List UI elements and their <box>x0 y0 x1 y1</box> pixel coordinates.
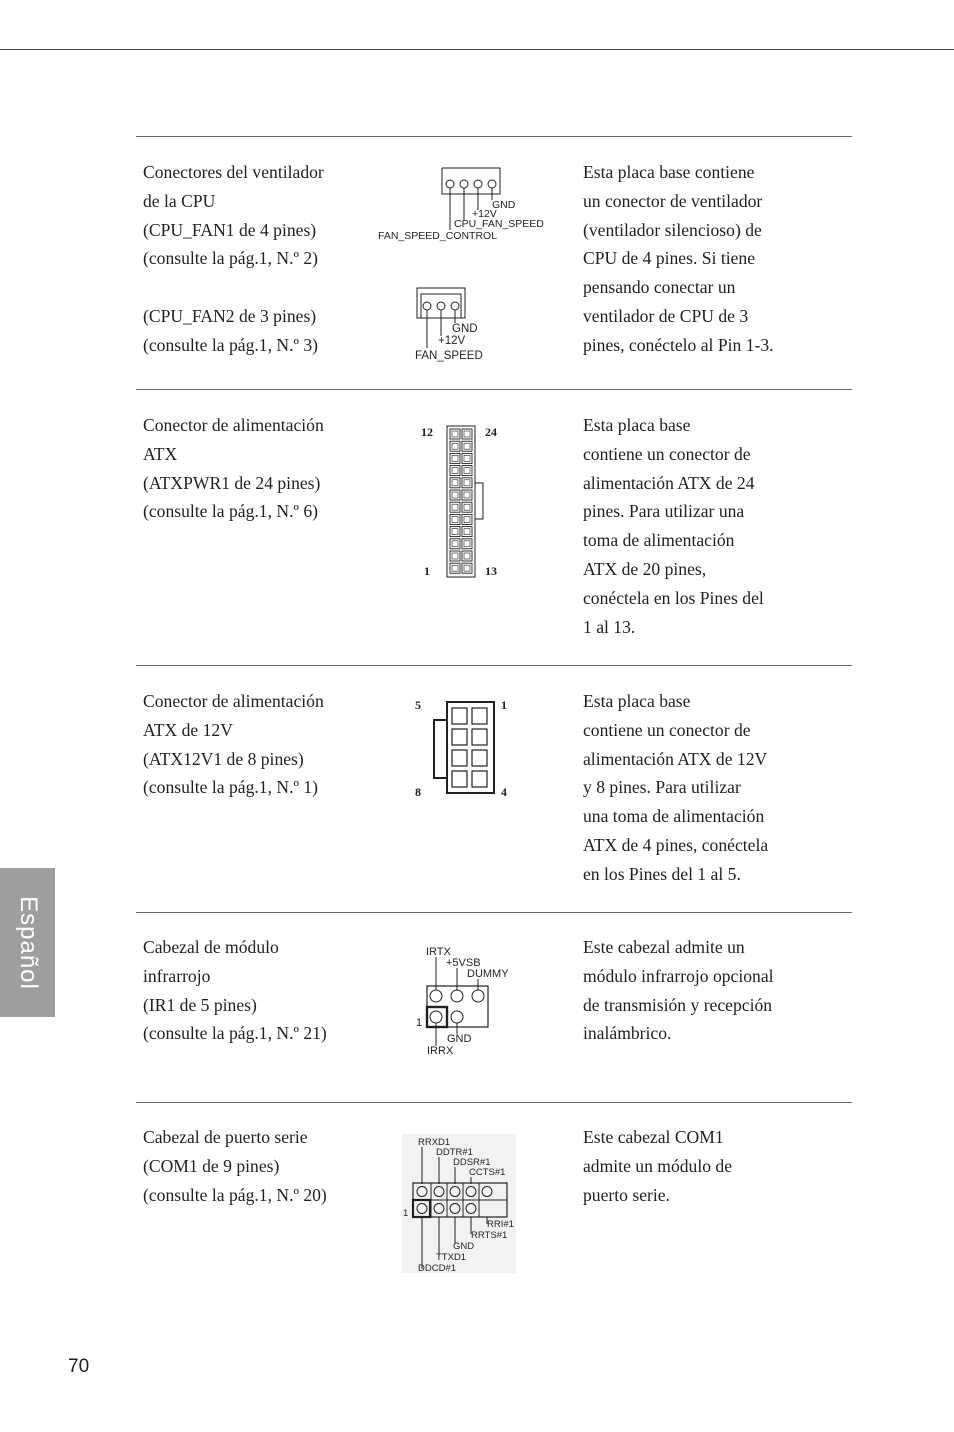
text-line: Este cabezal admite un <box>583 937 745 957</box>
atx24-notes <box>583 411 823 641</box>
connector-pin <box>464 480 470 486</box>
text-line: (ATXPWR1 de 24 pines) <box>143 472 321 493</box>
connector-pin <box>464 431 470 437</box>
connector-pin <box>472 708 487 724</box>
connector-pin <box>464 455 470 461</box>
text-line: de transmisión y recepción <box>583 994 773 1015</box>
cpu-fan2-diagram <box>412 286 512 366</box>
connector-pin <box>464 516 470 522</box>
text-line: admite un módulo de <box>583 1155 733 1176</box>
connector-pin <box>462 478 472 488</box>
ccts1-label: CCTS#1 <box>469 1167 506 1178</box>
cpu-fan1-diagram <box>376 164 546 244</box>
ddsr1-label: DDSR#1 <box>453 1157 491 1168</box>
text-line: Conector de alimentación <box>143 415 324 435</box>
connector-pin <box>462 466 472 476</box>
text-line: (CPU_FAN2 de 3 pines) <box>143 305 317 326</box>
text-line: puerto serie. <box>583 1184 670 1205</box>
connector-pin <box>452 443 458 449</box>
text-line: toma de alimentación <box>583 530 735 551</box>
text-line: Esta placa base <box>583 415 691 435</box>
connector-pin <box>452 480 458 486</box>
connector-pin <box>452 468 458 474</box>
text-line: Esta placa base contiene <box>583 162 755 182</box>
text-line: (ventilador silencioso) de <box>583 219 762 240</box>
text-line: (COM1 de 9 pines) <box>143 1155 280 1176</box>
pin13-label: 13 <box>485 564 497 578</box>
connector-pin <box>464 565 470 571</box>
ir-diagram <box>412 942 522 1062</box>
atx12v-description <box>143 687 373 802</box>
gnd-label: GND <box>492 199 516 211</box>
text-line: inalámbrico. <box>583 1023 672 1044</box>
rrts1-label: RRTS#1 <box>471 1230 508 1241</box>
fan-speed-control-label: FAN_SPEED_CONTROL <box>378 230 498 242</box>
pin8-label: 8 <box>415 785 421 799</box>
text-line: ATX <box>143 443 178 464</box>
atx24-description <box>143 411 373 526</box>
connector-pin <box>452 455 458 461</box>
text-line: alimentación ATX de 12V <box>583 748 768 769</box>
text-line: un conector de ventilador <box>583 190 763 211</box>
pin1-label: 1 <box>424 564 430 578</box>
cpu-fan-notes <box>583 158 823 360</box>
text-line: 1 al 13. <box>583 616 636 637</box>
text-line: (consulte la pág.1, N.º 3) <box>143 334 318 355</box>
text-line: (CPU_FAN1 de 4 pines) <box>143 219 317 240</box>
pin1-label: 1 <box>501 698 507 712</box>
connector-pin <box>452 750 467 766</box>
pin12-label: 12 <box>421 425 433 439</box>
pin1-label: 1 <box>416 1017 423 1029</box>
ir-notes <box>583 933 823 1048</box>
text-line: ATX de 12V <box>143 719 233 740</box>
pin4-label: 4 <box>501 785 507 799</box>
connector-pin <box>464 553 470 559</box>
ir-description <box>143 933 373 1048</box>
com-notes <box>583 1123 823 1209</box>
rrxd1-label: RRXD1 <box>418 1137 451 1148</box>
connector-pin <box>452 431 458 437</box>
text-line: ATX de 4 pines, conéctela <box>583 834 769 855</box>
connector-pin <box>462 539 472 549</box>
connector-pin <box>450 551 460 561</box>
com-description <box>143 1123 373 1209</box>
text-line: Este cabezal COM1 <box>583 1127 724 1147</box>
connector-pin <box>452 729 467 745</box>
connector-pin <box>462 502 472 512</box>
section-divider <box>136 912 852 913</box>
v12-label: +12V <box>438 335 466 347</box>
connector-pin <box>450 441 460 451</box>
connector-pin <box>462 490 472 500</box>
text-line: Esta placa base <box>583 691 691 711</box>
connector-pin <box>450 527 460 537</box>
v5sb-label: +5VSB <box>446 957 481 969</box>
text-line: (consulte la pág.1, N.º 6) <box>143 501 318 522</box>
atx12v-notes <box>583 687 823 889</box>
pin5-label: 5 <box>415 698 421 712</box>
connector-pin <box>462 514 472 524</box>
v12-label: +12V <box>472 208 497 220</box>
text-line: y 8 pines. Para utilizar <box>583 777 741 798</box>
ddcd1-label: DDCD#1 <box>418 1263 457 1274</box>
connector-pin <box>472 771 487 787</box>
connector-pin <box>464 504 470 510</box>
gnd-label: GND <box>447 1033 472 1045</box>
connector-pin <box>462 453 472 463</box>
page-number: 70 <box>68 1356 90 1377</box>
text-line: Conector de alimentación <box>143 691 324 711</box>
connector-pin <box>452 529 458 535</box>
language-label: Español <box>14 895 42 990</box>
connector-pin <box>450 514 460 524</box>
text-line: (consulte la pág.1, N.º 2) <box>143 248 318 269</box>
text-line: infrarrojo <box>143 965 211 986</box>
text-line: (consulte la pág.1, N.º 21) <box>143 1023 327 1044</box>
gnd-label: GND <box>453 1241 475 1252</box>
text-line: pensando conectar un <box>583 277 736 298</box>
header-rule <box>0 49 954 50</box>
connector-pin <box>464 541 470 547</box>
text-line: en los Pines del 1 al 5. <box>583 863 741 884</box>
text-line: ATX de 20 pines, <box>583 558 707 579</box>
pin24-label: 24 <box>485 425 497 439</box>
text-line: de la CPU <box>143 190 216 211</box>
connector-pin <box>450 539 460 549</box>
section-divider <box>136 389 852 390</box>
cpu-fan-description <box>143 158 373 360</box>
text-line: conéctela en los Pines del <box>583 587 764 608</box>
text-line: contiene un conector de <box>583 719 751 740</box>
connector-pin <box>464 443 470 449</box>
cpu-fan-speed-label: CPU_FAN_SPEED <box>454 218 544 230</box>
connector-pin <box>452 504 458 510</box>
section-divider <box>136 136 852 137</box>
text-line: (consulte la pág.1, N.º 1) <box>143 777 318 798</box>
text-line: una toma de alimentación <box>583 806 765 827</box>
language-tab <box>0 868 55 1017</box>
irtx-label: IRTX <box>426 946 451 958</box>
rri1-label: RRI#1 <box>487 1219 514 1230</box>
connector-pin <box>450 466 460 476</box>
atx12v-pin-grid <box>452 708 487 787</box>
fan-speed-label: FAN_SPEED <box>415 350 483 362</box>
connector-pin <box>464 492 470 498</box>
text-line: contiene un conector de <box>583 443 751 464</box>
connector-pin <box>464 529 470 535</box>
text-line: Cabezal de puerto serie <box>143 1127 308 1147</box>
connector-pin <box>450 453 460 463</box>
connector-pin <box>462 551 472 561</box>
text-line: pines, conéctelo al Pin 1-3. <box>583 334 774 355</box>
text-line: (ATX12V1 de 8 pines) <box>143 748 304 769</box>
connector-pin <box>450 429 460 439</box>
connector-pin <box>452 541 458 547</box>
text-line: Conectores del ventilador <box>143 162 324 182</box>
text-line: (consulte la pág.1, N.º 20) <box>143 1184 327 1205</box>
connector-pin <box>452 492 458 498</box>
connector-pin <box>452 708 467 724</box>
connector-pin <box>450 478 460 488</box>
text-gap <box>143 273 373 302</box>
text-line: pines. Para utilizar una <box>583 501 745 522</box>
connector-pin <box>452 553 458 559</box>
atx24-diagram <box>415 420 515 585</box>
connector-pin <box>462 563 472 573</box>
gnd-label: GND <box>452 323 478 335</box>
text-line: módulo infrarrojo opcional <box>583 965 774 986</box>
connector-pin <box>450 502 460 512</box>
connector-pin <box>462 527 472 537</box>
connector-pin <box>452 565 458 571</box>
atx12v-diagram <box>410 693 520 805</box>
ttxd1-label: TTXD1 <box>436 1252 467 1263</box>
text-line: ventilador de CPU de 3 <box>583 305 749 326</box>
connector-pin <box>462 429 472 439</box>
section-divider <box>136 1102 852 1103</box>
text-line: (IR1 de 5 pines) <box>143 994 257 1015</box>
irrx-label: IRRX <box>427 1045 454 1057</box>
pin1-label: 1 <box>403 1208 409 1219</box>
connector-pin <box>452 771 467 787</box>
ddtr1-label: DDTR#1 <box>436 1147 473 1158</box>
dummy-label: DUMMY <box>467 968 509 980</box>
connector-pin <box>462 441 472 451</box>
text-line: alimentación ATX de 24 <box>583 472 755 493</box>
connector-pin <box>450 563 460 573</box>
connector-pin <box>472 729 487 745</box>
connector-pin <box>464 468 470 474</box>
connector-pin <box>450 490 460 500</box>
text-line: Cabezal de módulo <box>143 937 279 957</box>
connector-pin <box>472 750 487 766</box>
com-diagram <box>402 1134 518 1274</box>
section-divider <box>136 665 852 666</box>
atx24-pin-grid <box>450 429 472 573</box>
connector-pin <box>452 516 458 522</box>
text-line: CPU de 4 pines. Si tiene <box>583 248 756 269</box>
